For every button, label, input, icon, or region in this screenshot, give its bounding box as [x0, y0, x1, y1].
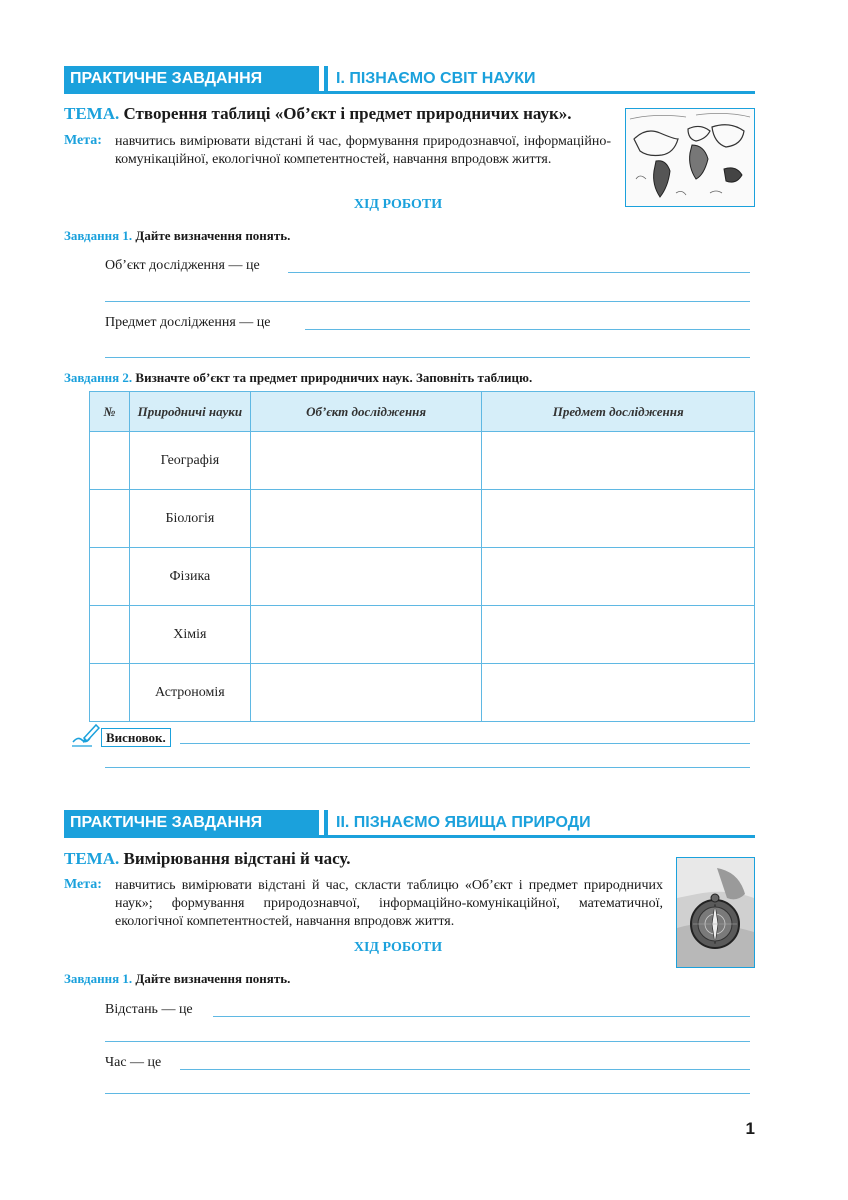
table-cell-subject[interactable]	[482, 664, 755, 722]
compass-hand-icon	[677, 858, 754, 967]
section1-task2-label: Завдання 2.	[64, 370, 133, 385]
section2-task1	[64, 971, 290, 987]
table-cell-object[interactable]	[250, 432, 482, 490]
table-cell-object[interactable]	[250, 490, 482, 548]
table-cell-subject[interactable]	[482, 606, 755, 664]
section2-header	[64, 810, 755, 838]
table-cell-subject[interactable]	[482, 432, 755, 490]
table-cell-science: Астрономія	[129, 664, 250, 722]
section1-fill1-label: Об’єкт дослідження — це	[105, 258, 260, 273]
section2-task1-label: Завдання 1.	[64, 971, 133, 986]
table-header-science: Природничі науки	[129, 392, 250, 432]
table-cell-subject[interactable]	[482, 548, 755, 606]
section1-fill2-label: Предмет дослідження — це	[105, 315, 271, 330]
table-cell-science: Біологія	[129, 490, 250, 548]
table-row	[90, 606, 755, 664]
section2-theme	[64, 849, 350, 869]
table-cell-object[interactable]	[250, 664, 482, 722]
section1-theme-text: Створення таблиці «Об’єкт і предмет природничих наук».	[123, 104, 572, 123]
table-cell-number[interactable]	[90, 490, 130, 548]
table-header-object: Об’єкт дослідження	[250, 392, 482, 432]
section1-theme-label: ТЕМА.	[64, 104, 120, 123]
conclusion-line2[interactable]	[105, 767, 750, 768]
section1-task2	[64, 370, 532, 386]
page-number: 1	[745, 1119, 755, 1138]
section2-fill2-label: Час — це	[105, 1055, 162, 1070]
table-row	[90, 490, 755, 548]
section2-compass-image	[676, 857, 755, 968]
section2-fill1-line[interactable]	[213, 1016, 750, 1017]
table-cell-number[interactable]	[90, 432, 130, 490]
section1-task1	[64, 228, 290, 244]
table-header-row	[90, 392, 755, 432]
section1-goal-label: Мета:	[64, 133, 102, 148]
section1-header	[64, 66, 755, 94]
section2-theme-label: ТЕМА.	[64, 849, 120, 868]
section2-fill1-label: Відстань — це	[105, 1002, 193, 1017]
section2-fill2-line[interactable]	[180, 1069, 750, 1070]
table-row	[90, 664, 755, 722]
conclusion-label: Висновок.	[101, 728, 171, 747]
conclusion-line[interactable]	[180, 743, 750, 744]
section2-goal-label: Мета:	[64, 877, 102, 892]
section1-map-image	[625, 108, 755, 207]
section1-header-rule	[64, 91, 755, 94]
section2-goal-text: навчитись вимірювати відстані й час, скласти таблицю «Об’єкт і предмет природничих наук»; формування природознавчої, інформаційно-комунікаційної, математичної, екологічної компетентностей, навчання впродовж життя.	[115, 878, 663, 929]
table-row	[90, 548, 755, 606]
section1-task1-label: Завдання 1.	[64, 228, 133, 243]
section1-header-left: ПРАКТИЧНЕ ЗАВДАННЯ	[64, 66, 319, 91]
table-header-number: №	[90, 392, 130, 432]
section2-fill1-line2[interactable]	[105, 1041, 750, 1042]
section2-fill2-line2[interactable]	[105, 1093, 750, 1094]
section1-task2-text: Визначте об’єкт та предмет природничих наук. Заповніть таблицю.	[135, 370, 533, 385]
table-header-subject: Предмет дослідження	[482, 392, 755, 432]
section2-header-rule	[64, 835, 755, 838]
section1-fill1-line[interactable]	[288, 272, 750, 273]
table-cell-subject[interactable]	[482, 490, 755, 548]
section2-theme-text: Вимірювання відстані й часу.	[123, 849, 351, 868]
section1-fill1-line2[interactable]	[105, 301, 750, 302]
section1-fill2-line2[interactable]	[105, 357, 750, 358]
section2-header-left: ПРАКТИЧНЕ ЗАВДАННЯ	[64, 810, 319, 835]
section2-header-right: ІІ. ПІЗНАЄМО ЯВИЩА ПРИРОДИ	[324, 810, 755, 835]
pen-writing-icon	[70, 722, 100, 748]
section1-task1-text: Дайте визначення понять.	[135, 228, 291, 243]
section1-fill2-line[interactable]	[305, 329, 750, 330]
section1-theme	[64, 104, 572, 124]
section1-goal-text: навчитись вимірювати відстані й час, формування природознавчої, інформаційно-комунікаційної, екологічної компетентностей, навчання впродовж життя.	[115, 134, 611, 167]
table-cell-number[interactable]	[90, 548, 130, 606]
table-cell-number[interactable]	[90, 664, 130, 722]
table-cell-science: Географія	[129, 432, 250, 490]
table-cell-number[interactable]	[90, 606, 130, 664]
world-map-sketch-icon	[626, 109, 754, 206]
table-cell-object[interactable]	[250, 606, 482, 664]
table-cell-science: Фізика	[129, 548, 250, 606]
section2-task1-text: Дайте визначення понять.	[135, 971, 291, 986]
section2-course-title: ХІД РОБОТИ	[353, 940, 443, 955]
table-cell-object[interactable]	[250, 548, 482, 606]
sciences-table	[89, 391, 755, 722]
table-cell-science: Хімія	[129, 606, 250, 664]
section1-course-title: ХІД РОБОТИ	[353, 197, 443, 212]
table-row	[90, 432, 755, 490]
section1-header-right: І. ПІЗНАЄМО СВІТ НАУКИ	[324, 66, 755, 91]
